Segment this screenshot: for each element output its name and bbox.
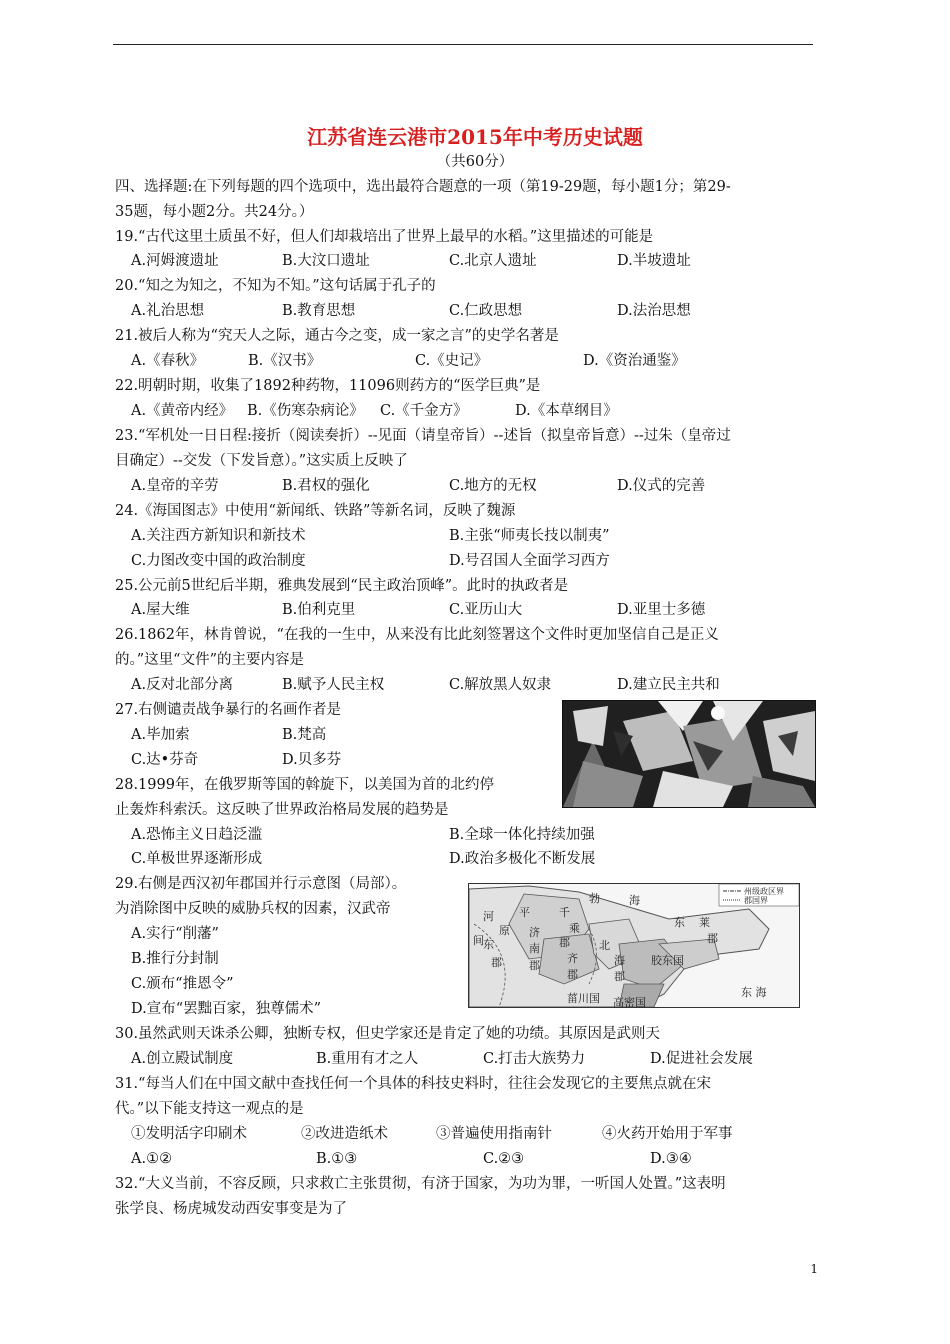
q24-option-d: D.号召国人全面学习西方 — [449, 553, 610, 569]
q25-option-d: D.亚里士多德 — [617, 602, 706, 618]
q31-item-4: ④火药开始用于军事 — [602, 1126, 733, 1142]
map-label: 菑川国 — [567, 992, 600, 1005]
map-label: 郡 — [707, 932, 718, 945]
q25-option-a: A.屋大维 — [131, 602, 190, 618]
q23-option-b: B.君权的强化 — [282, 478, 370, 494]
q19-option-b: B.大汶口遗址 — [282, 253, 370, 269]
q20-option-b: B.教育思想 — [282, 303, 356, 319]
map-label: 莱 — [699, 916, 710, 929]
q31-stem-line-2: 代。”以下能支持这一观点的是 — [115, 1101, 304, 1117]
q28-option-c: C.单极世界逐渐形成 — [131, 851, 263, 867]
q31-item-2: ②改进造纸术 — [301, 1126, 388, 1142]
q32-stem-line-2: 张学良、杨虎城发动西安事变是为了 — [115, 1201, 347, 1217]
map-label: 郡 — [614, 970, 625, 983]
q28-option-a: A.恐怖主义日趋泛滥 — [131, 827, 263, 843]
q25-option-b: B.伯利克里 — [282, 602, 356, 618]
q29-option-c: C.颁布“推恩令” — [131, 976, 234, 992]
q23-option-c: C.地方的无权 — [449, 478, 537, 494]
map-label: 东 — [483, 938, 494, 951]
q22-stem: 22.明朝时期，收集了1892种药物，11096则药方的“医学巨典”是 — [115, 378, 541, 394]
q29-stem-line-1: 29.右侧是西汉初年郡国并行示意图（局部）。 — [115, 876, 407, 892]
q27-option-b: B.梵高 — [282, 727, 327, 743]
q30-option-b: B.重用有才之人 — [316, 1051, 419, 1067]
q24-stem: 24.《海国图志》中使用“新闻纸、铁路”等新名词，反映了魏源 — [115, 503, 516, 519]
q31-item-1: ①发明活字印刷术 — [131, 1126, 247, 1142]
map-label: 间 — [473, 934, 484, 947]
score-note: （共60分） — [436, 154, 514, 170]
q28-stem-line-2: 止轰炸科索沃。这反映了世界政治格局发展的趋势是 — [115, 802, 449, 818]
q19-option-d: D.半坡遗址 — [617, 253, 691, 269]
q27-option-a: A.毕加索 — [131, 727, 190, 743]
q23-option-d: D.仪式的完善 — [617, 478, 706, 494]
q29-option-d: D.宣布“罢黜百家，独尊儒术” — [131, 1001, 322, 1017]
q26-stem-line-1: 26.1862年，林肯曾说，“在我的一生中，从来没有比此刻签署这个文件时更加坚信自己是正义 — [115, 627, 719, 643]
q26-option-c: C.解放黑人奴隶 — [449, 677, 552, 693]
map-label: 勃 — [589, 892, 600, 905]
q20-option-c: C.仁政思想 — [449, 303, 523, 319]
q30-option-c: C.打击大族势力 — [483, 1051, 586, 1067]
map-label: 海 — [629, 894, 640, 907]
q19-stem: 19.“古代这里土质虽不好，但人们却栽培出了世界上最早的水稻。”这里描述的可能是 — [115, 229, 654, 245]
map-label: 河 — [483, 910, 494, 923]
western-han-map — [468, 883, 800, 1008]
q27-option-c: C.达•芬奇 — [131, 752, 199, 768]
header-rule — [113, 44, 813, 45]
map-label: 郡 — [491, 956, 502, 969]
q32-stem-line-1: 32.“大义当前，不容反顾，只求救亡主张贯彻，有济于国家，为功为罪，一听国人处置。”这表明 — [115, 1176, 726, 1192]
map-label: 济 — [529, 926, 540, 939]
q22-option-c: C.《千金方》 — [380, 403, 468, 419]
q22-option-b: B.《伤寒杂病论》 — [247, 403, 364, 419]
map-label: 南 — [529, 942, 540, 955]
map-label: 海 — [614, 954, 625, 967]
q25-option-c: C.亚历山大 — [449, 602, 523, 618]
q23-option-a: A.皇帝的辛劳 — [131, 478, 219, 494]
q31-option-d: D.③④ — [650, 1151, 692, 1167]
q26-option-b: B.赋予人民主权 — [282, 677, 385, 693]
map-legend-state-boundary: 州级政区界 — [744, 887, 784, 896]
q24-option-b: B.主张“师夷长技以制夷” — [449, 528, 610, 544]
q29-stem-line-2: 为消除图中反映的威胁兵权的因素，汉武帝 — [115, 901, 391, 917]
q31-option-b: B.①③ — [316, 1151, 358, 1167]
q27-stem: 27.右侧谴责战争暴行的名画作者是 — [115, 702, 342, 718]
q31-option-c: C.②③ — [483, 1151, 525, 1167]
map-label: 高密国 — [613, 996, 646, 1007]
q28-option-d: D.政治多极化不断发展 — [449, 851, 596, 867]
q31-item-3: ③普遍使用指南针 — [436, 1126, 552, 1142]
q23-stem-line-2: 目确定）--交发（下发旨意）。”这实质上反映了 — [115, 453, 408, 469]
q26-option-a: A.反对北部分离 — [131, 677, 234, 693]
map-label: 原 — [499, 924, 510, 937]
q29-option-a: A.实行“削藩” — [131, 926, 219, 942]
map-label: 齐 — [567, 952, 578, 965]
q23-stem-line-1: 23.“军机处一日日程:接折（阅读奏折）--见面（请皇帝旨）--述旨（拟皇帝旨意）--过朱（皇帝过 — [115, 428, 731, 444]
q30-option-d: D.促进社会发展 — [650, 1051, 753, 1067]
q26-stem-line-2: 的。”这里“文件”的主要内容是 — [115, 652, 304, 668]
q19-option-c: C.北京人遗址 — [449, 253, 537, 269]
map-label: 郡 — [567, 968, 578, 981]
q24-option-a: A.关注西方新知识和新技术 — [131, 528, 306, 544]
q21-option-c: C.《史记》 — [415, 353, 489, 369]
q20-option-a: A.礼治思想 — [131, 303, 205, 319]
q24-option-c: C.力图改变中国的政治制度 — [131, 553, 306, 569]
section-intro-line-1: 四、选择题:在下列每题的四个选项中，选出最符合题意的一项（第19-29题，每小题1分；第29- — [115, 179, 731, 195]
q20-stem: 20.“知之为知之，不知为不知。”这句话属于孔子的 — [115, 278, 436, 294]
map-label: 郡 — [559, 936, 570, 949]
map-label: 胶东国 — [651, 954, 684, 967]
q22-option-a: A.《黄帝内经》 — [131, 403, 234, 419]
map-label: 乘 — [569, 922, 580, 935]
page-title: 江苏省连云港市2015年中考历史试题 — [307, 125, 643, 149]
section-intro-line-2: 35题，每小题2分。共24分。） — [115, 204, 314, 220]
map-label: 北 — [599, 939, 610, 952]
q22-option-d: D.《本草纲目》 — [515, 403, 618, 419]
map-label: 平 — [519, 906, 530, 919]
guernica-painting — [562, 700, 816, 808]
q30-option-a: A.创立殿试制度 — [131, 1051, 234, 1067]
map-label: 千 — [559, 906, 570, 919]
q25-stem: 25.公元前5世纪后半期，雅典发展到“民主政治顶峰”。此时的执政者是 — [115, 578, 569, 594]
q31-option-a: A.①② — [131, 1151, 173, 1167]
q29-option-b: B.推行分封制 — [131, 951, 219, 967]
q21-option-d: D.《资治通鉴》 — [583, 353, 686, 369]
guernica-painting-art — [563, 701, 815, 807]
q31-stem-line-1: 31.“每当人们在中国文献中查找任何一个具体的科技史料时，往往会发现它的主要焦点就在宋 — [115, 1076, 711, 1092]
q28-stem-line-1: 28.1999年，在俄罗斯等国的斡旋下，以美国为首的北约停 — [115, 777, 494, 793]
q30-stem: 30.虽然武则天诛杀公卿，独断专权，但史学家还是肯定了她的功绩。其原因是武则天 — [115, 1026, 661, 1042]
q20-option-d: D.法治思想 — [617, 303, 691, 319]
q21-option-a: A.《春秋》 — [131, 353, 205, 369]
q26-option-d: D.建立民主共和 — [617, 677, 720, 693]
map-label: 东 海 — [741, 986, 767, 999]
q28-option-b: B.全球一体化持续加强 — [449, 827, 595, 843]
western-han-map-art — [469, 884, 799, 1007]
q21-stem: 21.被后人称为“究天人之际，通古今之变，成一家之言”的史学名著是 — [115, 328, 559, 344]
map-label: 郡 — [529, 959, 540, 972]
map-label: 东 — [674, 916, 685, 929]
map-legend-commandery-boundary: 郡国界 — [744, 896, 768, 905]
q19-option-a: A.河姆渡遗址 — [131, 253, 219, 269]
q27-option-d: D.贝多芬 — [282, 752, 342, 768]
q21-option-b: B.《汉书》 — [248, 353, 322, 369]
page-number: 1 — [810, 1262, 818, 1276]
